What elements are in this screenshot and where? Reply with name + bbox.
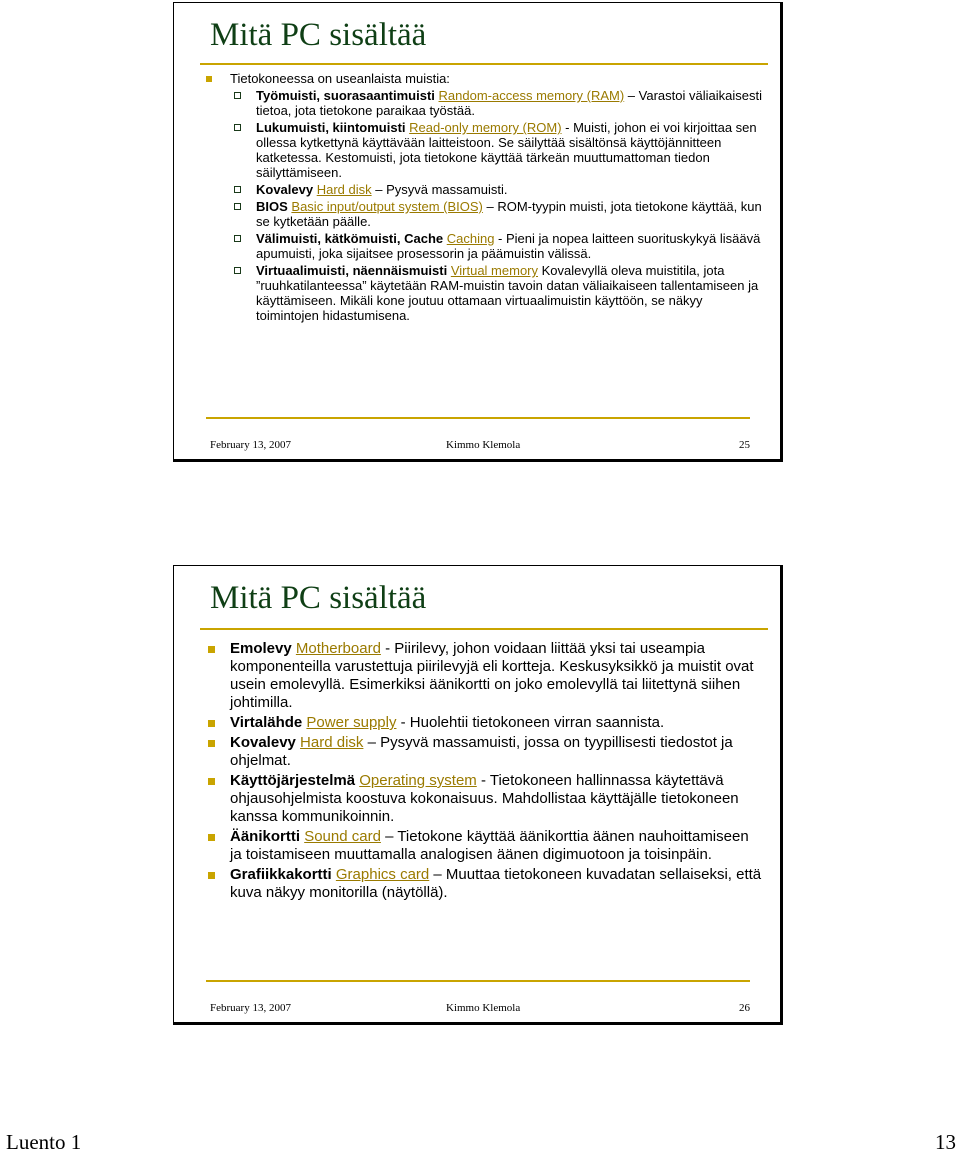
item-text: – Pysyvä massamuisti, jossa on tyypillisesti tiedostot ja ohjelmat. (230, 734, 733, 769)
hyperlink[interactable]: Random-access memory (RAM) (438, 88, 625, 103)
hyperlink[interactable]: Operating system (359, 772, 477, 789)
hyperlink[interactable]: Power supply (306, 714, 397, 731)
bullet-item (204, 866, 764, 902)
checkbox-bullet-icon (234, 235, 241, 242)
footer-author: Kimmo Klemola (446, 439, 521, 451)
lecture-label: Luento 1 (6, 1130, 82, 1154)
hyperlink[interactable]: Basic input/output system (BIOS) (291, 199, 483, 214)
checkbox-bullet-icon (234, 203, 241, 210)
hyperlink[interactable]: Read-only memory (ROM) (409, 120, 562, 135)
title-divider (200, 63, 768, 65)
term-label: Käyttöjärjestelmä (230, 772, 360, 789)
item-text: – ROM-tyypin muisti, jota tietokone käyttää, kun se kytketään päälle. (256, 199, 762, 229)
bullet-item (204, 734, 764, 770)
bullet-item (204, 88, 764, 118)
footer-author: Kimmo Klemola (446, 1002, 521, 1014)
footer-divider (206, 417, 750, 419)
square-bullet-icon (208, 740, 215, 747)
hyperlink[interactable]: Motherboard (295, 640, 381, 657)
term-label: Työmuisti, suorasaantimuisti (256, 88, 439, 103)
term-label: Lukumuisti, kiintomuisti (256, 120, 410, 135)
slide-title: Mitä PC sisältää (210, 17, 427, 53)
bullet-item (204, 263, 764, 323)
item-text: – Tietokone käyttää äänikorttia äänen nauhoittamiseen ja toistamiseen muuttamalla analogisen äänen digimuotoon ja toisinpäin. (230, 828, 749, 863)
hyperlink[interactable]: Virtual memory (450, 263, 539, 278)
bullet-item (204, 120, 764, 180)
footer-date: February 13, 2007 (210, 439, 291, 451)
item-text: - Tietokoneen hallinnassa käytettävä ohjausohjelmista koostuva kokonaisuus. Mahdollistaa käyttäjälle tietokoneen kanssa kommunikoinnin. (230, 772, 739, 825)
square-bullet-icon (206, 76, 212, 82)
slide-number: 26 (739, 1002, 750, 1014)
item-text: - Pieni ja nopea laitteen suorituskykyä lisäävä apumuisti, joka sijaitsee prosessorin ja päämuistin välissä. (256, 231, 761, 261)
page-number: 13 (935, 1130, 956, 1154)
item-text: Tietokoneessa on useanlaista muistia: (230, 71, 450, 86)
bullet-item (204, 231, 764, 261)
item-text: – Varastoi väliaikaisesti tietoa, jota tietokone paraikaa työstää. (256, 88, 762, 118)
hyperlink[interactable]: Caching (446, 231, 495, 246)
slide-body (204, 71, 764, 325)
term-label: BIOS (256, 199, 292, 214)
footer-divider (206, 980, 750, 982)
bullet-item (204, 71, 764, 86)
checkbox-bullet-icon (234, 186, 241, 193)
square-bullet-icon (208, 646, 215, 653)
bullet-item (204, 640, 764, 712)
checkbox-bullet-icon (234, 92, 241, 99)
checkbox-bullet-icon (234, 267, 241, 274)
slide-25 (173, 2, 783, 462)
term-label: Virtuaalimuisti, näennäismuisti (256, 263, 451, 278)
term-label: Grafiikkakortti (230, 866, 336, 883)
square-bullet-icon (208, 834, 215, 841)
title-divider (200, 628, 768, 630)
term-label: Välimuisti, kätkömuisti, Cache (256, 231, 447, 246)
checkbox-bullet-icon (234, 124, 241, 131)
item-text: Kovalevyllä oleva muistitila, jota ”ruuhkatilanteessa” käytetään RAM-muistin tavoin datan väliaikaiseen tallentamiseen ja käyttämiseen. Mikäli kone joutuu ottamaan virtuaalimuistin käyttöön, se näkyy toimintojen hidastumisena. (256, 263, 759, 323)
item-text: - Huolehtii tietokoneen virran saannista. (396, 714, 665, 731)
hyperlink[interactable]: Sound card (304, 828, 381, 845)
bullet-item (204, 828, 764, 864)
item-text: – Muuttaa tietokoneen kuvadatan sellaiseksi, että kuva näkyy monitorilla (näytöllä). (230, 866, 762, 901)
footer-date: February 13, 2007 (210, 1002, 291, 1014)
square-bullet-icon (208, 720, 215, 727)
item-text: - Muisti, johon ei voi kirjoittaa sen ollessa kytkettynä käyttävään laitteistoon. Se säilyttää sisältönsä käyttöjännitteen katketessa. Kestomuisti, jota tietokone käyttää tärkeän muuttumattoman tiedon säilyttämiseen. (256, 120, 757, 180)
bullet-item (204, 714, 764, 732)
hyperlink[interactable]: Hard disk (300, 734, 364, 751)
term-label: Kovalevy (230, 734, 301, 751)
square-bullet-icon (208, 778, 215, 785)
bullet-item (204, 182, 764, 197)
item-text: – Pysyvä massamuisti. (371, 182, 508, 197)
bullet-item (204, 199, 764, 229)
slide-number: 25 (739, 439, 750, 451)
square-bullet-icon (208, 872, 215, 879)
term-label: Kovalevy (256, 182, 317, 197)
slide-body (204, 640, 764, 904)
hyperlink[interactable]: Hard disk (316, 182, 372, 197)
hyperlink[interactable]: Graphics card (335, 866, 430, 883)
bullet-item (204, 772, 764, 826)
item-text: - Piirilevy, johon voidaan liittää yksi tai useampia komponenteilla varustettuja piirilevyjä eli kortteja. Keskusyksikkö ja muistit ovat usein emolevyllä. Esimerkiksi äänikortti on joko emolevyllä tai liitettynä siihen johtimilla. (230, 640, 754, 711)
slide-title: Mitä PC sisältää (210, 580, 427, 616)
term-label: Äänikortti (230, 828, 305, 845)
term-label: Virtalähde (230, 714, 307, 731)
term-label: Emolevy (230, 640, 296, 657)
slide-26 (173, 565, 783, 1025)
